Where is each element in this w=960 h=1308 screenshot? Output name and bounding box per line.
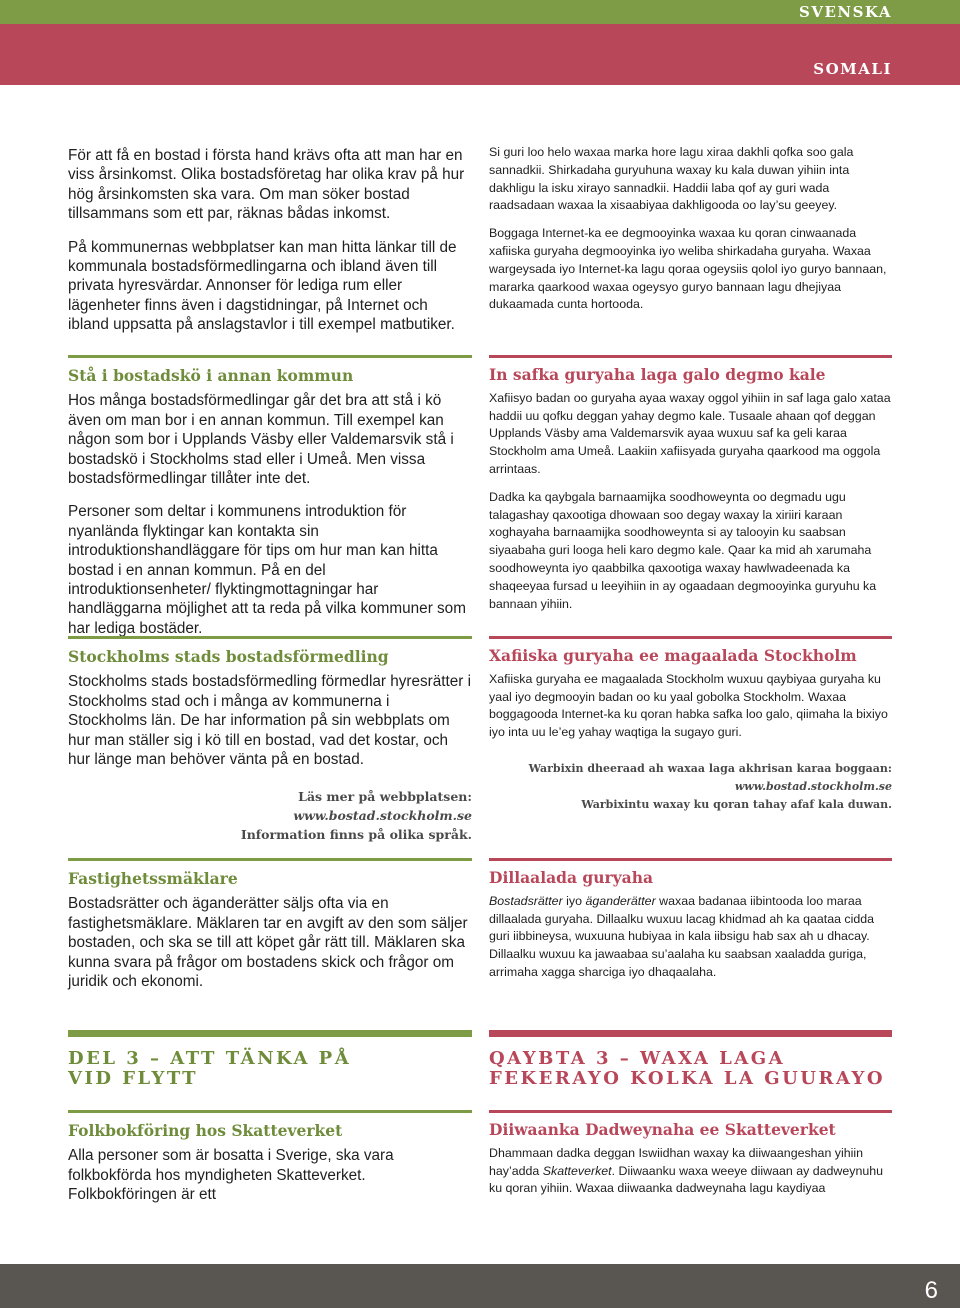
so-term-aganderatter: äganderätter <box>585 893 656 908</box>
so-intro <box>489 144 892 314</box>
sv-section-registration <box>68 1110 472 1205</box>
so-part-3-title-line-2: FEKERAYO KOLKA LA GUURAYO <box>489 1068 886 1089</box>
so-section-queue-paragraph-2: Dadka ka qaybgala barnaamijka soodhoweynta oo degmadu ugu talagashay qaxootiga dhowaan soo degay waxay la xiriiri karaan xoghayaha barnaamijka soodhoweynta si ay talooyin ku saabsan siyaabaha guri looga heli karo degmo kale. Qaar ka mid ah xarumaha soodhoweynta iyo qaabbilka qaxootiga waxay hawlwadeenada ka shaqeeyaa fursad u leeyihiin in ay ogaadaan degmooyinka guryuhu ka bannaan yihiin. <box>489 489 877 611</box>
sv-part-3-heading <box>68 1030 472 1089</box>
header-band-green <box>0 0 960 24</box>
so-section-registration-title: Diiwaanka Dadweynaha ee Skatteverket <box>489 1120 836 1139</box>
so-registration-text-b: . Diiwaanku waxa weeye diiwaan ay dadweynuhu ku qoran yihiin. Waxaa diiwaanka dadweynaha lagu kaydiyaa <box>489 1163 884 1196</box>
so-section-stockholm <box>489 636 892 814</box>
sv-section-queue-title: Stå i bostadskö i annan kommun <box>68 366 354 385</box>
sv-website-note <box>68 787 472 844</box>
so-section-registration <box>489 1110 892 1198</box>
so-website-note-lead: Warbixin dheeraad ah waxaa laga akhrisan karaa boggaan: <box>528 761 892 775</box>
so-broker-text-joiner: iyo <box>562 893 586 908</box>
so-website-note <box>489 760 892 814</box>
so-section-registration-paragraph <box>489 1145 892 1198</box>
sv-intro-paragraph-2: På kommunernas webbplatser kan man hitta länkar till de kommunala bostadsförmedlingarna och ibland även till privata hyresvärdar. Annonser för lediga rum eller lägenheter finns även i dagstidningar, på Internet och ibland uppsatta på anslagstavlor i till exempel matbutiker. <box>68 238 457 334</box>
so-registration-text-a: Dhammaan dadka deggan Iswiidhan waxay ka diiwaangeshan yihiin hay’adda <box>489 1145 864 1178</box>
sv-section-broker <box>68 858 472 991</box>
so-term-skatteverket: Skatteverket <box>542 1163 612 1178</box>
sv-part-3-title-line-2: VID FLYTT <box>68 1068 199 1089</box>
sv-section-registration-paragraph: Alla personer som är bosatta i Sverige, ska vara folkbokförda hos myndigheten Skatteverket. Folkbokföringen är ett <box>68 1147 394 1204</box>
sv-section-stockholm <box>68 636 472 844</box>
so-section-broker-paragraph <box>489 893 892 982</box>
sv-section-stockholm-paragraph: Stockholms stads bostadsförmedling förmedlar hyresrätter i Stockholms stad och i många av kommunerna i Stockholms län. De har information på sin webbplats om hur man ställer sig i kö till en bostad, vad det kostar, och hur länge man behöver vänta på en bostad. <box>68 673 471 769</box>
so-website-link[interactable]: www.bostad.stockholm.se <box>734 779 892 793</box>
so-intro-paragraph-1: Si guri loo helo waxaa marka hore lagu xiraa dakhli qofka soo gala sannadkii. Shirkadaha guryuhuna waxay ku kala duwan yihiin inta dakhligu la isku xirayo sannadkii. Haddii laba qof ay guri wada raadsadaan waxaa la xisaabiyaa dakhligooda oo lay’su geeyey. <box>489 145 854 213</box>
page-number: 6 <box>924 1277 938 1304</box>
so-section-stockholm-paragraph: Xafiiska guryaha ee magaalada Stockholm wuxuu qaybiyaa guryaha ku yaal iyo degmooyin badan oo ku yaal gobolka Stockholm. Waxaa boggagooda Internet-ka ku qoran habka safka loo galo, qiimaha la bixiyo iyo inta uu le’eg yahay waqtiga la sugayo guri. <box>489 671 888 740</box>
so-section-queue-title: In safka guryaha laga galo degmo kale <box>489 365 826 384</box>
sv-section-broker-title: Fastighetssmäklare <box>68 869 238 888</box>
so-section-stockholm-title: Xafiiska guryaha ee magaalada Stockholm <box>489 646 857 665</box>
sv-section-queue-paragraph-2: Personer som deltar i kommunens introduktion för nyanlända flyktingar kan kontakta sin introduktionshandläggare för tips om hur man kan hitta bostad i en annan kommun. På en del introduktionsenheter/ flyktingmottagningar har handläggarna möjlighet att ta reda på vilka kommuner som har lediga bostäder. <box>68 503 466 637</box>
so-section-queue-paragraph-1: Xafiisyo badan oo guryaha ayaa waxay oggol yihiin in saf laga galo xataa haddii uu qofku deggan yahay degmo kale. Tusaale ahaan qof deggan Upplands Väsby ama Valdemarsvik ayaa wuxuu saf ka geli karaa Stockholm ama Umeå. Laakiin xafiisyada guryaha qaarkood ma oggola arrintaas. <box>489 390 891 476</box>
sv-website-note-languages: Information finns på olika språk. <box>240 827 472 843</box>
sv-section-broker-paragraph: Bostadsrätter och äganderätter säljs ofta via en fastighetsmäklare. Mäklaren tar en avgift av den som säljer bostaden, och ska se till att köpet går rätt till. Mäklaren ska kunna svara på frågor om bostadens skick och frågor om juridik och ekonomi. <box>68 895 468 991</box>
sv-website-link[interactable]: www.bostad.stockholm.se <box>293 808 472 824</box>
footer-bar <box>0 1264 960 1308</box>
so-section-queue <box>489 355 892 613</box>
language-label-somali: SOMALI <box>813 60 892 78</box>
so-intro-paragraph-2: Boggaga Internet-ka ee degmooyinka waxaa ku qoran cinwaanada xafiiska guryaha degmooyinka iyo weliba shirkadaha guryaha. Waxaa wargeysada iyo Internet-ka lagu qoraa ogeysiis qolol iyo guryo bannaan, mararka qaarkood waxaa ogeysyo guryo bannaan lagu dhejiyaa dukaamada cunta hortooda. <box>489 226 887 312</box>
sv-section-queue-paragraph-1: Hos många bostadsförmedlingar går det bra att stå i kö även om man bor i en annan kommun. Till exempel kan någon som bor i Upplands Väsby eller Valdemarsvik stå i bostadskö i Stockholms stad eller i Umeå. Men vissa bostadsförmedlingar tillåter inte det. <box>68 392 454 488</box>
sv-intro-paragraph-1: För att få en bostad i första hand krävs ofta att man har en viss årsinkomst. Olika bostadsföretag har olika krav på hur hög årsinkomsten ska vara. Om man söker bostad tillsammans som ett par, räknas bådas inkomst. <box>68 147 465 223</box>
so-part-3-heading <box>489 1030 892 1089</box>
so-website-note-languages: Warbixintu waxay ku qoran tahay afaf kala duwan. <box>581 797 892 811</box>
so-broker-text-rest: waxaa badanaa iibintooda loo maraa dillaalada guryaha. Dillaalku wuxuu lacag khidmad ah ka qaataa cidda guri iibbineysa, wuxuuna hubiyaa in kala iibsigu hab sax ah u dhacay. Dillaalku wuxuu ka jawaabaa su’aalaha ku saabsan xaaladda guriga, arrimaha xagga sharciga iyo dhaqaalaha. <box>489 893 875 979</box>
so-part-3-title-line-1: QAYBTA 3 – WAXA LAGA <box>489 1048 786 1069</box>
so-section-broker-title: Dillaalada guryaha <box>489 868 654 887</box>
sv-section-queue <box>68 355 472 638</box>
sv-section-stockholm-title: Stockholms stads bostadsförmedling <box>68 647 389 666</box>
sv-intro <box>68 146 472 335</box>
sv-part-3-title-line-1: DEL 3 – ATT TÄNKA PÅ <box>68 1048 352 1069</box>
so-term-bostadsratter: Bostadsrätter <box>489 893 563 908</box>
sv-website-note-lead: Läs mer på webbplatsen: <box>298 789 472 805</box>
so-section-broker <box>489 858 892 982</box>
sv-section-registration-title: Folkbokföring hos Skatteverket <box>68 1121 343 1140</box>
language-label-swedish: SVENSKA <box>798 3 892 21</box>
